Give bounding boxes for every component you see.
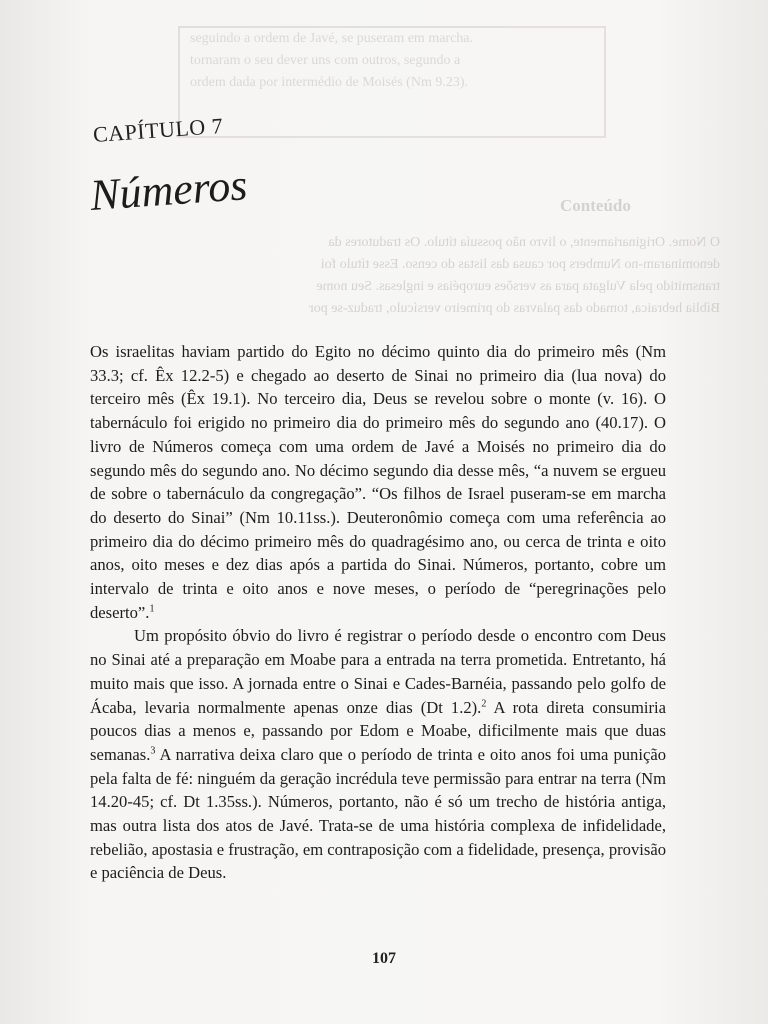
body-text: [90, 340, 666, 885]
show-through-box: [178, 26, 606, 138]
paragraph-text: A narrativa deixa claro que o período de trinta e oito anos foi uma punição pela falta de fé: ninguém da geração incrédula teve permissão para entrar na terra (Nm 14.20-45; cf. Dt 1.35ss.). Números, portanto, não é só um trecho de história antiga, mas outra lista dos atos de Javé. Trata-se de uma história complexa de infidelidade, rebelião, apostasia e frustração, em contraposição com a fidelidade, presença, provisão e paciência de Deus.: [90, 744, 666, 883]
show-through-line: Bíblia hebraica, tomado das palavras do primeiro versículo, traduz-se por: [309, 301, 720, 316]
paragraph-text: Os israelitas haviam partido do Egito no décimo quinto dia do primeiro mês (Nm 33.3; cf. Êx 12.2-5) e chegado ao deserto de Sinai no primeiro dia (lua nova) do terceiro mês (Êx 19.1). No terceiro dia, Deus se revelou sobre o monte (v. 16). O tabernáculo foi erigido no primeiro dia do primeiro mês do segundo ano (40.17). O livro de Números começa com uma ordem de Javé a Moisés no primeiro dia do segundo mês do segundo ano. No décimo segundo dia desse mês, “a nuvem se ergueu de sobre o tabernáculo da congregação”. “Os filhos de Israel puseram-se em marcha do deserto do Sinai” (Nm 10.11ss.). Deuteronômio começa com uma referência ao primeiro dia do décimo primeiro mês do quadragésimo ano, ou cerca de trinta e oito anos, oito meses e dez dias após a partida do Sinai. Números, portanto, cobre um intervalo de trinta e oito anos e nove meses, o período de “peregrinações pelo deserto”.: [90, 342, 666, 622]
show-through-line: transmitido pela Vulgata para as versões européias e inglesas. Seu nome: [316, 279, 720, 294]
show-through-line: denominaram-no Numbers por causa das listas do censo. Esse título foi: [320, 257, 720, 272]
show-through-heading: Conteúdo: [560, 196, 631, 215]
paragraph: [90, 340, 666, 624]
footnote-marker: 3: [150, 745, 156, 757]
show-through-line: ordem dada por intermédio de Moisés (Nm 9.23).: [190, 75, 468, 90]
paragraph-text: A rota direta consumiria poucos dias a menos e, passando por Edom e Moabe, dificilmente mais que duas semanas.: [90, 697, 666, 764]
show-through-line: seguindo a ordem de Javé, se puseram em marcha.: [190, 31, 474, 46]
page-number: 107: [372, 950, 396, 967]
show-through-line: tornaram o seu dever uns com outros, segundo a: [190, 53, 461, 68]
paragraph: [90, 624, 666, 885]
footnote-marker: 1: [149, 603, 155, 615]
chapter-label: CAPÍTULO 7: [92, 112, 224, 148]
chapter-title: Números: [88, 160, 249, 221]
paragraph-text: Um propósito óbvio do livro é registrar o período desde o encontro com Deus no Sinai até a preparação em Moabe para a entrada na terra prometida. Entretanto, há muito mais que isso. A jornada entre o Sinai e Cades-Barnéia, passando pelo golfo de Ácaba, levaria normalmente apenas onze dias (Dt 1.2).: [90, 626, 666, 717]
show-through-line: O Nome. Originariamente, o livro não possuía título. Os tradutores da: [328, 235, 720, 250]
footnote-marker: 2: [481, 698, 487, 710]
show-through-body: [200, 232, 720, 320]
